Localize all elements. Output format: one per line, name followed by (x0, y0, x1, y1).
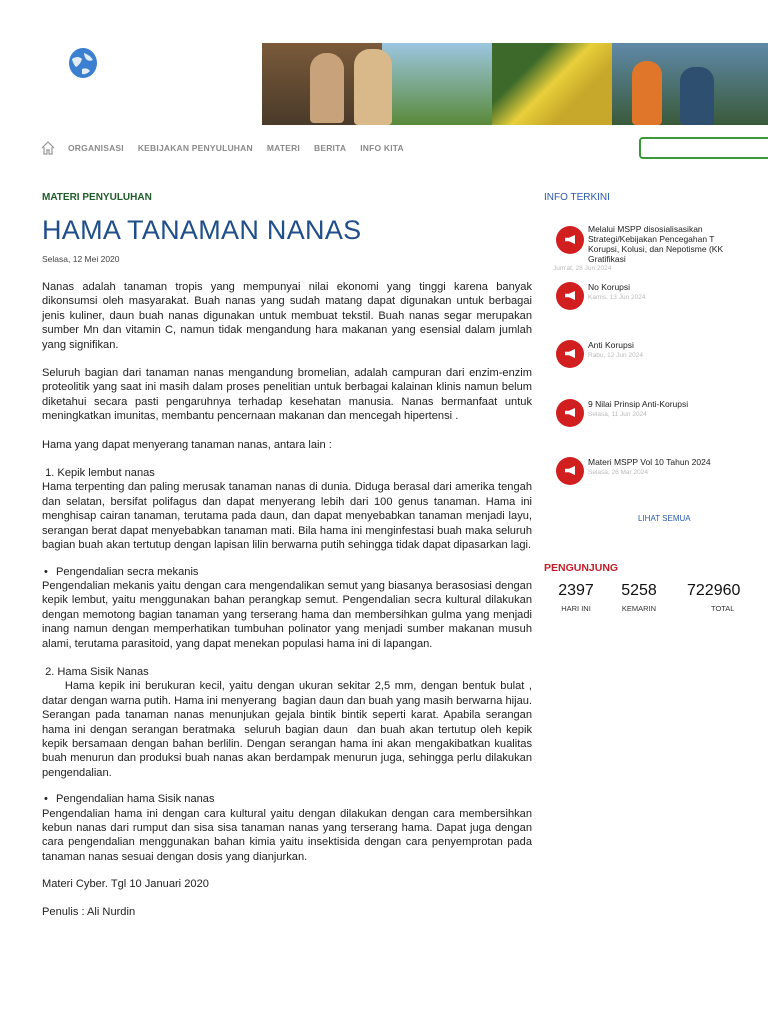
article-author: Penulis : Ali Nurdin (42, 905, 136, 918)
nav-item-kebijakan-penyuluhan[interactable]: KEBIJAKAN PENYULUHAN (137, 143, 253, 153)
nav-item-berita[interactable]: BERITA (313, 143, 347, 153)
news-date: Rabu, 12 Jun 2024 (588, 352, 643, 359)
news-date: Jum'at, 28 Jun 2024 (553, 265, 612, 272)
article-paragraph: Hama terpenting dan paling merusak tanaman nanas di dunia. Diduga berasal dari amerika tengah dan selatan, bersifat polifagus dan dapat menyerang lebih dari 100 genus tanaman. Hama ini menghisap cairan tanaman, terutama pada daun, dan dapat menyebabkan tanaman menjadi layu, serangan berat dapat menyebabkan tanaman mati. Bila hama ini menginfestasi buah maka seluruh bagian buah akan tertutup dengan lapisan lilin berwarna putih sehingga tidak dapat dipasarkan lagi. (42, 481, 532, 552)
visitors-title: PENGUNJUNG (544, 562, 619, 574)
article-paragraph: Hama kepik ini berukuran kecil, yaitu dengan ukuran sekitar 2,5 mm, dengan bentuk bulat , datar dengan warna putih. Hama ini menyerang bagian daun dan buah yang masih berwarna hijau. Serangan pada tanaman nanas menunjukan gejala bintik bintik seperti karat. Apabila serangan hama ini dengan serangan beratmaka seluruh bagian daun dan buah akan tertutup oleh kepik kepik bersamaan dengan bahan berlilin. Dengan serangan hama ini akan mengakibatkan kualitas buah menurun dan produksi buah nanas akan berdampak menurun juga, sehingga perlu dilakukan pengendalian. (42, 680, 536, 779)
bullet-item: • Pengendalian hama Sisik nanas (44, 793, 215, 806)
article-paragraph: Nanas adalah tanaman tropis yang mempunyai nilai ekonomi yang tinggi karena banyak dikonsumsi oleh masyarakat. Buah nanas yang sudah matang dapat digunakan untuk berbagai jenis kuliner, daun buah nanas digunakan untuk membuat tekstil. Buah nanas segar merupakan sumber Mn dan vitamin C, namun tidak mengandung hara makanan yang esensial dalam jumlah yang signifikan. (42, 281, 532, 351)
article-subheading: 2. Hama Sisik Nanas (42, 665, 149, 678)
search-input[interactable] (639, 137, 768, 159)
article (42, 192, 536, 919)
globe-logo-icon[interactable] (68, 47, 98, 79)
article-paragraph: Pengendalian mekanis yaitu dengan cara mengendalikan semut yang biasanya berasosiasi dengan kepik lembut, yaitu menggunakan bahan perangkap semut. Pengendalian secra kultural dilakukan dengan memotong bagian tanaman yang terserang hama dan membersihkan gulma yang menjadi inang namun dengan memperhatikan tumbuhan polinator yang menjadi sumber makanan musuh alami, terutama parasitoid, yang dapat menekan populasi hama ini di lapangan. (42, 579, 532, 650)
megaphone-icon (556, 399, 584, 427)
nav-item-info-kita[interactable]: INFO KITA (360, 143, 404, 153)
visitors-yesterday: 5258 KEMARIN (621, 582, 657, 613)
article-paragraph: Hama yang dapat menyerang tanaman nanas, antara lain : (42, 438, 332, 451)
news-date: Kamis, 13 Jun 2024 (588, 294, 646, 301)
megaphone-icon (556, 457, 584, 485)
home-icon[interactable] (40, 140, 56, 156)
article-category[interactable]: MATERI PENYULUHAN (42, 192, 152, 203)
page-title: HAMA TANAMAN NANAS (42, 215, 362, 245)
sidebar: INFO TERKINI Melalui MSPP disosialisasikan Strategi/Kebijakan Pencegahan T Korupsi, Kolusi, dan Nepotisme (KK Gratifikasi Jum'at, 28 Jun 2024 No Korupsi Kamis, 13 Jun 2024 Anti Korupsi Rabu, 12 Jun 2024 9 Nilai Prinsip Anti-Korupsi Selasa, 11 Jun 2024 Materi MSPP Vol 10 Tahun 2024 Selasa, 26 Mar 2024 LIHAT SEMUA PENGUNJUNG 2397 HARI INI 5258 KEMARIN 722960 TOTAL (544, 192, 768, 203)
megaphone-icon (556, 282, 584, 310)
visitors-total: 722960 TOTAL (687, 582, 741, 613)
article-paragraph: Seluruh bagian dari tanaman nanas mengandung bromelian, adalah campuran dari enzim-enzim proteolitik yang saat ini masih dalam proses penelitian untuk berbagai kalainan klinis namun belum diketahui secara pasti pengaruhnya terhadap kesehatan manusia. Nanas bermanfaat untuk meningkatkan imunitas, membantu pencernaan makanan dan mencegah hipertensi . (42, 367, 532, 423)
megaphone-icon (556, 226, 584, 254)
visitors-today: 2397 HARI INI (558, 582, 594, 613)
main-nav (40, 138, 418, 158)
article-subheading: 1. Kepik lembut nanas (42, 467, 155, 480)
bullet-item: • Pengendalian secra mekanis (44, 565, 199, 578)
article-source: Materi Cyber. Tgl 10 Januari 2020 (42, 878, 209, 891)
bullet-icon: • (44, 565, 48, 578)
nav-item-materi[interactable]: MATERI (266, 143, 300, 153)
news-date: Selasa, 11 Jun 2024 (588, 411, 647, 418)
article-date: Selasa, 12 Mei 2020 (42, 254, 120, 264)
article-paragraph: Pengendalian hama ini dengan cara kultural yaitu dengan dilakukan dengan cara membersihkan kebun nanas dari rumput dan sisa sisa tanaman nanas yang terserang hama. Dapat juga dengan cara pengendalian menggunakan bahan kimia yaitu insektisida dengan cara penyemprotan pada tanaman nanas sesuai dengan dosis yang dianjurkan. (42, 807, 532, 863)
nav-item-organisasi[interactable]: ORGANISASI (68, 143, 124, 153)
megaphone-icon (556, 340, 584, 368)
see-all-link[interactable]: LIHAT SEMUA (638, 514, 691, 523)
bullet-icon: • (44, 793, 48, 806)
news-date: Selasa, 26 Mar 2024 (588, 469, 648, 476)
sidebar-title: INFO TERKINI (544, 192, 610, 203)
header-banner-image (262, 43, 768, 125)
